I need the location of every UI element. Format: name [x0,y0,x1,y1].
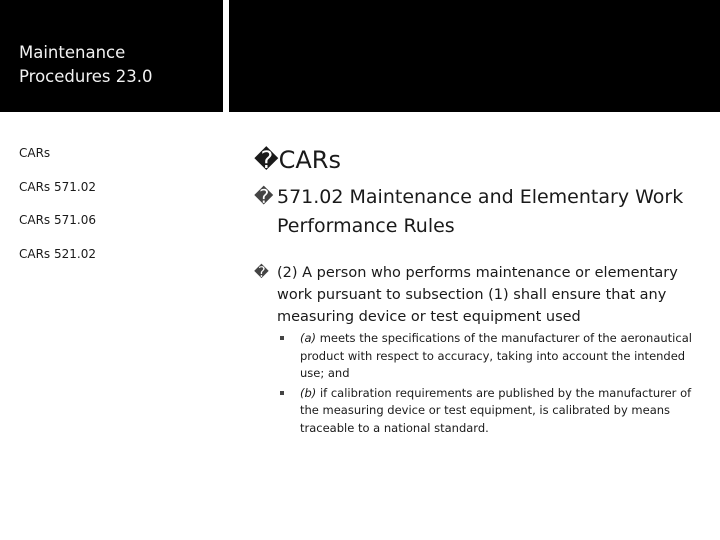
list-item-text [300,330,694,383]
paragraph [254,262,684,328]
list-item-body: meets the specifications of the manufacturer of the aeronautical product with respect to accuracy, taking into account the intended use; and [300,331,692,380]
list-item-body: if calibration requirements are published by the manufacturer of the measuring device or test equipment, is calibrated by means traceable to a national standard. [300,385,692,435]
list-item-text [300,385,694,438]
list-item-tag: (b) [300,385,317,400]
subheading-bullet: � [254,186,274,208]
nav-item-cars-571-06[interactable]: CARs 571.06 [19,213,96,227]
list-item [274,330,694,383]
sub-item-list [274,330,694,437]
subheading [254,183,704,241]
subheading-text: 571.02 Maintenance and Elementary Work Performance Rules [277,186,684,237]
slide-heading: �CARs [254,146,341,174]
nav-item-cars-521-02[interactable]: CARs 521.02 [19,247,96,261]
nav-item-cars[interactable]: CARs [19,146,51,160]
square-bullet-icon [280,391,284,395]
paragraph-bullet: � [254,265,269,281]
title-bar-right [229,0,720,112]
paragraph-text: (2) A person who performs maintenance or elementary work pursuant to subsection (1) shall ensure that any measuring device or test equipment used [277,265,678,325]
list-item [274,385,694,438]
nav-item-cars-571-02[interactable]: CARs 571.02 [19,180,96,194]
square-bullet-icon [280,336,284,340]
section-title: Maintenance Procedures 23.0 [19,43,153,86]
list-item-tag: (a) [300,331,317,345]
